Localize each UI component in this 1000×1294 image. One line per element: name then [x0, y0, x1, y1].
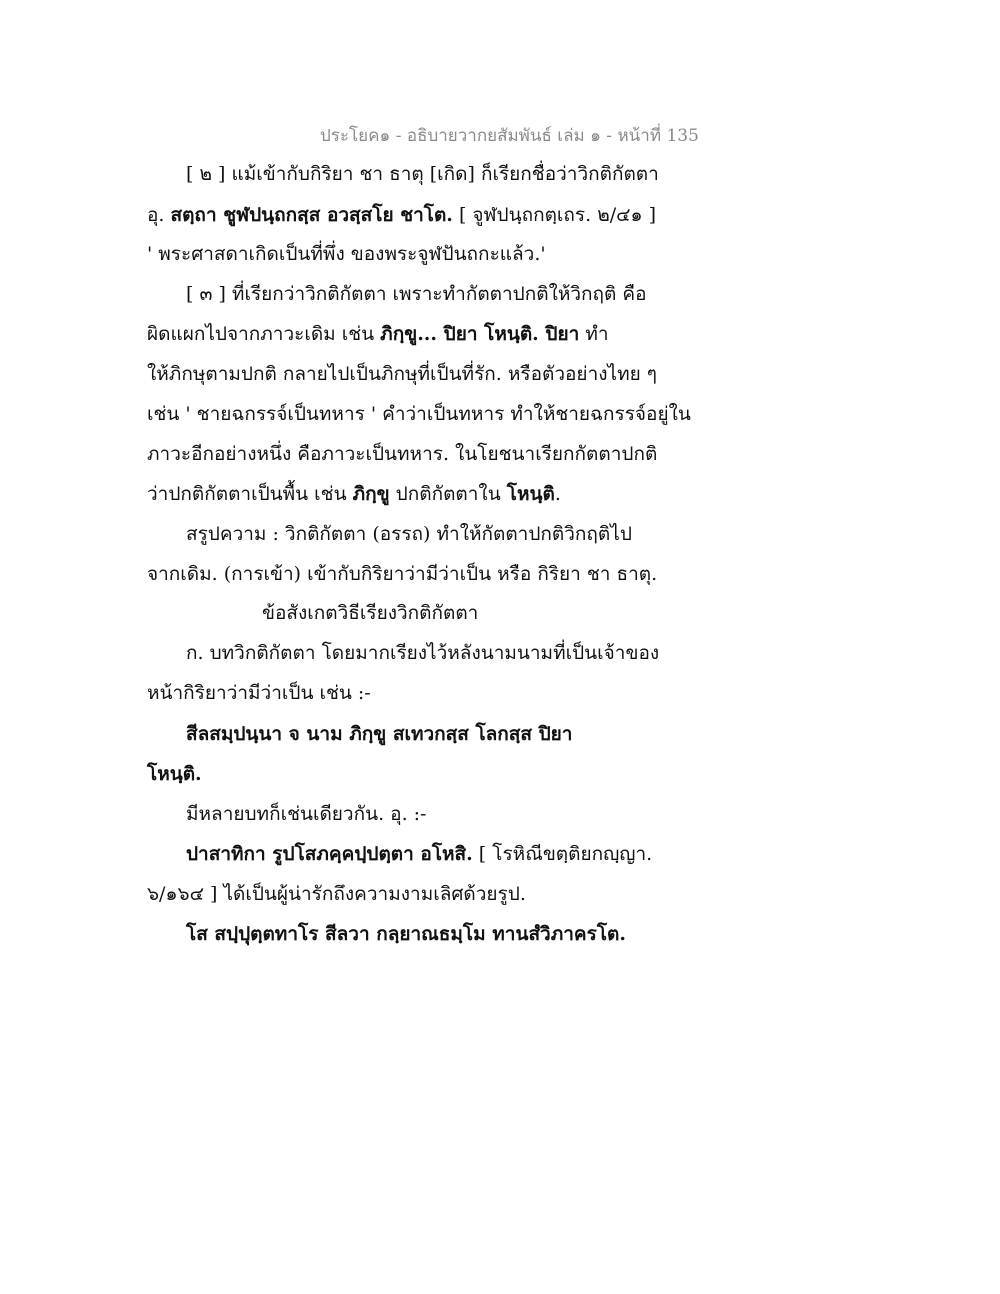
- text-line-8: [147, 440, 657, 468]
- text-run: หน้ากิริยาว่ามีว่าเป็น เช่น :-: [147, 682, 371, 704]
- text-run: ทำ: [579, 323, 609, 345]
- text-run: ๖/๑๖๔ ] ได้เป็นผู้น่ารักถึงความงามเลิศด้วยรูป.: [147, 883, 526, 905]
- text-line-15: [186, 720, 572, 748]
- text-line-16: [147, 760, 202, 788]
- text-run: ภิกฺขู: [352, 483, 390, 505]
- text-line-2: [147, 201, 656, 229]
- text-run: ผิดแผกไปจากภาวะเดิม เช่น: [147, 323, 381, 345]
- text-run: ภาวะอีกอย่างหนึ่ง คือภาวะเป็นทหาร. ในโยชนาเรียกกัตตาปกติ: [147, 443, 658, 465]
- text-run: ข้อสังเกตวิธีเรียงวิกติกัตตา: [262, 602, 479, 624]
- text-run: ให้ภิกษุตามปกติ กลายไปเป็นภิกษุที่เป็นที่รัก. หรือตัวอย่างไทย ๆ: [147, 363, 657, 385]
- text-line-18: [186, 840, 652, 868]
- text-run: ก. บทวิกติกัตตา โดยมากเรียงไว้หลังนามนามที่เป็นเจ้าของ: [186, 642, 660, 664]
- text-run: [ จูฬปนฺถกตฺเถร. ๒/๔๑ ]: [452, 204, 657, 226]
- text-line-4: [186, 280, 647, 308]
- text-run: ภิกฺขู... ปิยา โหนฺติ. ปิยา: [380, 323, 580, 345]
- text-line-9: [147, 480, 561, 508]
- text-line-20: [186, 920, 626, 948]
- text-run: ปกติกัตตาใน: [389, 483, 507, 505]
- section-heading: [262, 599, 478, 627]
- text-run: จากเดิม. (การเข้า) เข้ากับกิริยาว่ามีว่าเป็น หรือ กิริยา ชา ธาตุ.: [147, 563, 658, 585]
- text-line-6: [147, 360, 657, 388]
- text-line-10: [186, 520, 632, 548]
- text-line-1: [186, 160, 659, 188]
- text-run: มีหลายบทก็เช่นเดียวกัน. อุ. :-: [186, 803, 427, 825]
- text-run: .: [554, 483, 561, 505]
- text-run: สตฺถา ชูฬปนฺถกสฺส อวสฺสโย ชาโต.: [170, 204, 453, 226]
- page-header: ประโยค๑ - อธิบายวากยสัมพันธ์ เล่ม ๑ - หน้าที่ 135: [320, 126, 699, 146]
- text-run: [ โรหิณีขตฺติยกญฺญา.: [472, 843, 653, 865]
- text-run: โส สปฺปุตฺตทาโร สีลวา กลฺยาณธมฺโม ทานสํวิภาครโต.: [186, 923, 626, 945]
- text-run: สีลสมฺปนฺนา จ นาม ภิกฺขู สเทวกสฺส โลกสฺส ปิยา: [186, 723, 573, 745]
- text-line-14: [147, 679, 371, 707]
- text-line-17: [186, 800, 426, 828]
- text-line-3: [147, 240, 546, 268]
- text-line-5: [147, 320, 609, 348]
- text-run: โหนฺติ: [506, 483, 555, 505]
- text-run: สรูปความ : วิกติกัตตา (อรรถ) ทำให้กัตตาปกติวิกฤติไป: [186, 523, 632, 545]
- text-run: โหนฺติ.: [147, 763, 202, 785]
- text-line-7: [147, 400, 691, 428]
- text-run: ' พระศาสดาเกิดเป็นที่พึ่ง ของพระจูฬปันถกะแล้ว.': [147, 243, 546, 265]
- text-run: เช่น ' ชายฉกรรจ์เป็นทหาร ' คำว่าเป็นทหาร ทำให้ชายฉกรรจ์อยู่ใน: [147, 403, 691, 425]
- text-run: [ ๒ ] แม้เข้ากับกิริยา ชา ธาตุ [เกิด] ก็เรียกชื่อว่าวิกติกัตตา: [186, 163, 659, 185]
- text-run: [ ๓ ] ที่เรียกว่าวิกติกัตตา เพราะทำกัตตาปกติให้วิกฤติ คือ: [186, 283, 647, 305]
- text-run: อุ.: [147, 204, 171, 226]
- text-line-11: [147, 560, 657, 588]
- text-run: ปาสาทิกา รูปโสภคฺคปฺปตฺตา อโหสิ.: [186, 843, 473, 865]
- text-line-19: [147, 880, 526, 908]
- text-run: ว่าปกติกัตตาเป็นพื้น เช่น: [147, 483, 353, 505]
- text-line-13: [186, 639, 659, 667]
